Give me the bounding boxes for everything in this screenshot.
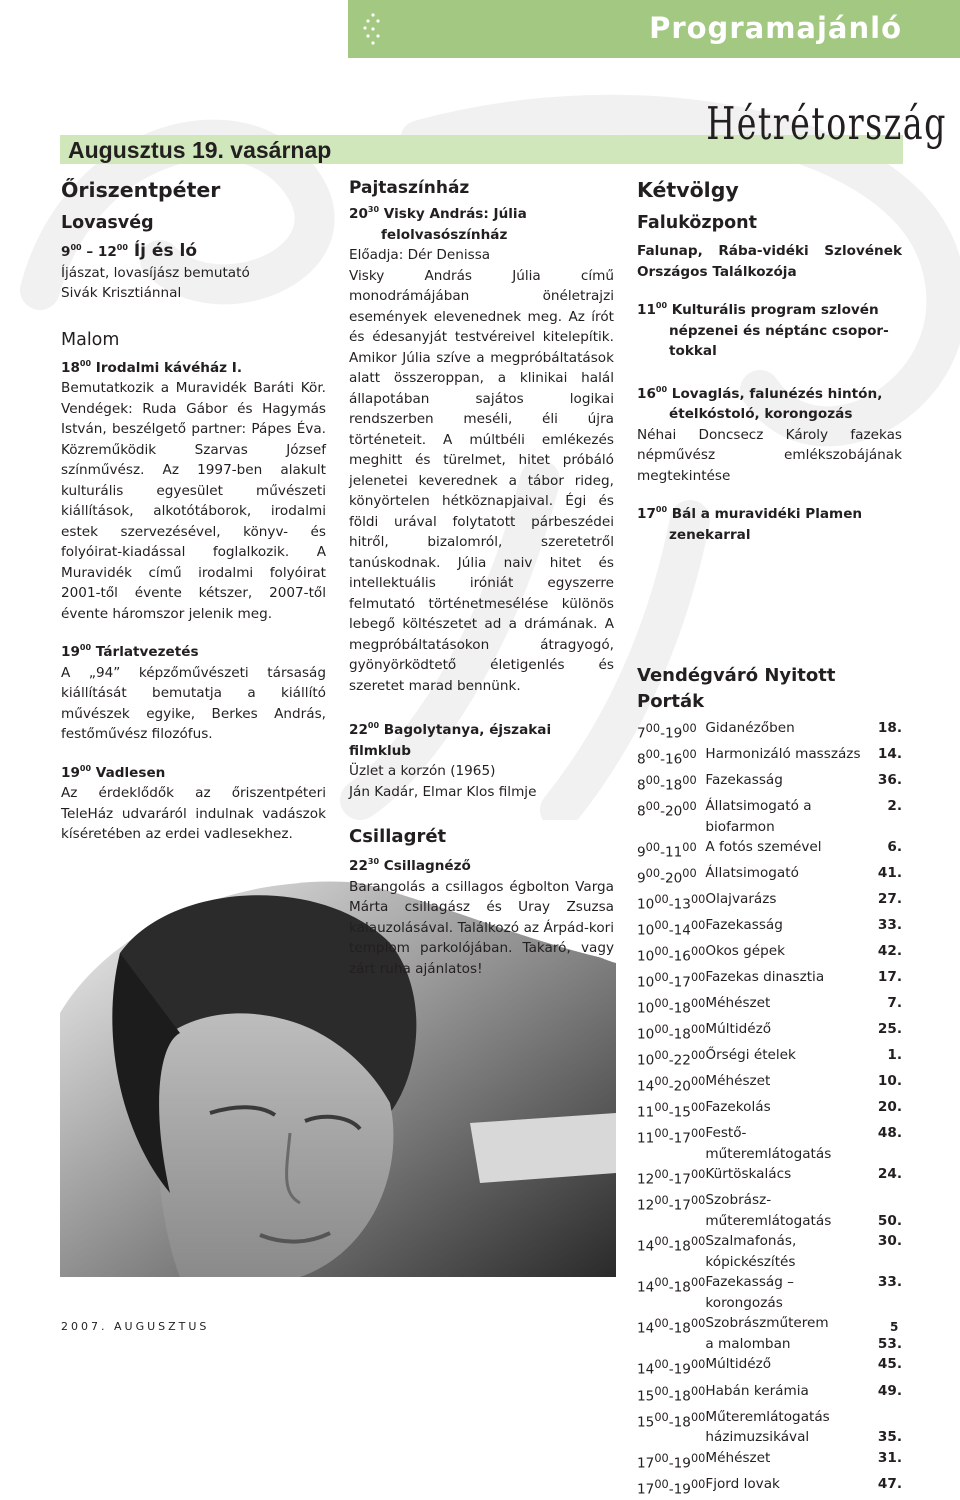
magazine-title: Hétrétország bbox=[706, 97, 947, 150]
schedule-gate-number: 10. bbox=[877, 1073, 902, 1090]
location-heading: Őriszentpéter bbox=[61, 178, 221, 202]
schedule-time: $8^{00}-16^{00}$ bbox=[637, 747, 697, 768]
schedule-row bbox=[637, 1313, 902, 1354]
schedule-gate-number: 6. bbox=[887, 839, 902, 856]
schedule-time: $8^{00}-18^{00}$ bbox=[637, 773, 697, 794]
schedule-time: $10^{00}-18^{00}$ bbox=[637, 1022, 706, 1043]
footer-issue: 2007. AUGUSZTUS bbox=[61, 1320, 210, 1333]
schedule-row bbox=[637, 889, 902, 915]
event-description: Visky András Júlia című monodrámájában önéletrajzi események elevenednek meg. Az írót és édesanyját testvéreivel kitelepítik. Amikor Júlia szíve a megpróbáltatások alatt összeroppan, a klinikai halál állapotában sajátos logikai rendszerben meséli, éli újra történeteit. A múltbéli emlékezés meghitt és türelmet, hitet próbáló jelenetei keverednek a tábor rideg, könyörtelen hétköznapjaival. Égi és földi urával folytatott párbeszédei hitről, bizalomról, szeretetről tanúskodnak. Júlia naiv hitet és intellektuális iróniát egyszerre felmutató történetmesélése különös lebegő költészetet ad a drámának. A megpróbáltatásokon átragyogó, gyönyörködtető életigenlés és szeretet marad bennünk. bbox=[349, 267, 614, 694]
event-description: Íjászat, lovasíjász bemutató bbox=[61, 264, 250, 281]
schedule-row bbox=[637, 915, 902, 941]
schedule-program: Fazekolás bbox=[705, 1099, 771, 1116]
schedule-gate-number: 1. bbox=[887, 1047, 902, 1064]
schedule-row bbox=[637, 744, 902, 770]
schedule-program: Szobrászműterem a malomban bbox=[705, 1315, 829, 1352]
venue-heading: Pajtaszínház bbox=[349, 178, 470, 198]
schedule-time: $15^{00}-18^{00}$ bbox=[637, 1383, 706, 1405]
schedule-time: $17^{00}-19^{00}$ bbox=[637, 1476, 706, 1498]
schedule-gate-number: 30. bbox=[877, 1233, 902, 1250]
schedule-program: Festő-műteremlátogatás bbox=[705, 1125, 832, 1162]
schedule-program: Őrségi ételek bbox=[705, 1047, 796, 1064]
page-number: 5 bbox=[890, 1320, 899, 1334]
schedule-program: Fazekasság bbox=[705, 917, 783, 934]
schedule-program: Fjord lovak bbox=[705, 1475, 780, 1492]
schedule-gate-number: 2. bbox=[887, 798, 902, 815]
schedule-row bbox=[637, 1474, 902, 1500]
column-programs bbox=[349, 176, 614, 979]
schedule-program: Olajvarázs bbox=[705, 891, 777, 908]
event-description: Néhai Doncsecz Károly fazekas népművész emlékszobájának megtekintése bbox=[637, 426, 902, 484]
schedule-gate-number: 45. bbox=[877, 1356, 902, 1373]
schedule-gate-number: 50. bbox=[877, 1212, 902, 1229]
event-title: $19^{00}$ Vadlesen bbox=[61, 763, 166, 781]
schedule-row bbox=[637, 1097, 902, 1123]
event-title-continued: zenekarral bbox=[669, 526, 751, 543]
schedule-program: Szobrász- műteremlátogatás bbox=[705, 1192, 832, 1229]
schedule-time: $11^{00}-15^{00}$ bbox=[637, 1100, 706, 1121]
schedule-time: $10^{00}-16^{00}$ bbox=[637, 944, 706, 965]
venue-heading: Lovasvég bbox=[61, 213, 154, 233]
schedule-time: $9^{00}-20^{00}$ bbox=[637, 866, 697, 887]
schedule-program: Okos gépek bbox=[705, 943, 786, 960]
schedule-row bbox=[637, 1407, 902, 1448]
schedule-gate-number: 33. bbox=[877, 1274, 902, 1291]
event-title-continued: népzenei és néptánc csopor- bbox=[669, 322, 889, 339]
schedule-gate-number: 36. bbox=[877, 772, 902, 789]
schedule-row bbox=[637, 770, 902, 796]
schedule-time: $10^{00}-14^{00}$ bbox=[637, 918, 706, 939]
event-description: Bemutatkozik a Muravidék Baráti Kör. Vendégek: Ruda Gábor és Hagymás István, beszélgető partner: Pápes Éva. Közreműködik Szarvas József színművész. Az 1997-ben alakult kulturális egyesület művészeti kiállítások, alkotótáborok, irodalmi estek szervezésével, könyv- és folyóirat-kiadással foglalkozik. A Muravidék című irodalmi folyóirat 2001-től évente kétszer, 2007-től évente háromszor jelenik meg. bbox=[61, 380, 326, 622]
schedule-gate-number: 53. bbox=[877, 1335, 902, 1352]
event-title-continued: ételkóstoló, korongozás bbox=[669, 406, 853, 422]
schedule-gate-number: 27. bbox=[877, 891, 902, 908]
schedule-time: $10^{00}-18^{00}$ bbox=[637, 996, 706, 1017]
event-title: $9^{00} - 12^{00}$ Íj és ló bbox=[61, 241, 197, 261]
schedule-time: $14^{00}-20^{00}$ bbox=[637, 1074, 706, 1095]
schedule-time: $15^{00}-18^{00}$ bbox=[637, 1409, 706, 1431]
schedule-row bbox=[637, 837, 902, 863]
schedule-gate-number: 24. bbox=[877, 1166, 902, 1183]
schedule-time: $14^{00}-18^{00}$ bbox=[637, 1316, 706, 1337]
schedule-program: Méhészet bbox=[705, 1449, 771, 1466]
schedule-time: $14^{00}-18^{00}$ bbox=[637, 1234, 706, 1255]
schedule-row bbox=[637, 1071, 902, 1097]
schedule-row bbox=[637, 1164, 902, 1190]
event-title: $22^{00}$ Bagolytanya, éjszakai filmklub bbox=[349, 721, 552, 759]
schedule-time: $17^{00}-19^{00}$ bbox=[637, 1450, 706, 1472]
schedule-gate-number: 14. bbox=[877, 746, 902, 763]
film-title: Üzlet a korzón (1965) bbox=[349, 763, 496, 779]
event-title: $19^{00}$ Tárlatvezetés bbox=[61, 643, 199, 660]
schedule-time: $10^{00}-13^{00}$ bbox=[637, 892, 706, 913]
schedule-program: Múltidéző bbox=[705, 1021, 772, 1038]
section-title: Programajánló bbox=[649, 11, 902, 45]
schedule-row bbox=[637, 1045, 902, 1071]
event-title: $20^{30}$ Visky András: Júlia bbox=[349, 205, 527, 222]
schedule-time: $10^{00}-17^{00}$ bbox=[637, 970, 706, 991]
event-description: Barangolás a csillagos égbolton Varga Márta csillagász és Uray Zsuzsa kalauzolásával. Találkozó az Árpád-kori templom parkolójában. Takaró, vagy zárt ruha ajánlatos! bbox=[349, 878, 614, 977]
schedule-gate-number: 47. bbox=[877, 1475, 902, 1492]
schedule-program: Állatsimogató a biofarmon bbox=[705, 798, 812, 835]
schedule-program: Gidanézőben bbox=[705, 720, 795, 736]
schedule-time: $9^{00}-11^{00}$ bbox=[637, 840, 697, 861]
film-credits: Ján Kadár, Elmar Klos filmje bbox=[349, 783, 537, 800]
schedule-program: Műteremlátogatás házimuzsikával bbox=[705, 1408, 830, 1446]
event-title: $22^{30}$ Csillagnéző bbox=[349, 857, 471, 874]
schedule-program: Kürtöskalács bbox=[705, 1166, 792, 1183]
schedule-time: $14^{00}-18^{00}$ bbox=[637, 1275, 706, 1296]
event-title: $17^{00}$ Bál a muravidéki Plamen bbox=[637, 505, 863, 522]
schedule-row bbox=[637, 1272, 902, 1313]
venue-heading: Faluközpont bbox=[637, 213, 757, 233]
schedule-gate-number: 18. bbox=[877, 720, 902, 736]
schedule-row bbox=[637, 718, 902, 744]
schedule-row bbox=[637, 1448, 902, 1474]
schedule-gate-number: 20. bbox=[877, 1099, 902, 1116]
date-heading: Augusztus 19. vasárnap bbox=[68, 137, 332, 163]
schedule-time: $11^{00}-17^{00}$ bbox=[637, 1126, 706, 1147]
schedule-gate-number: 17. bbox=[877, 969, 902, 986]
schedule-row bbox=[637, 1354, 902, 1380]
schedule-row bbox=[637, 1231, 902, 1272]
schedule-gate-number: 49. bbox=[877, 1382, 902, 1399]
schedule-program: Méhészet bbox=[705, 995, 771, 1012]
schedule-row bbox=[637, 1190, 902, 1231]
event-title: $16^{00}$ Lovaglás, falunézés hintón, bbox=[637, 384, 883, 402]
schedule-program: Harmonizáló masszázs bbox=[705, 746, 861, 763]
schedule-row bbox=[637, 993, 902, 1019]
schedule-program: Múltidéző bbox=[705, 1356, 772, 1373]
event-description: A „94” képzőművészeti társaság kiállítását bemutatja a kiállító művészek egyike, Berkes András, festőművész filozófus. bbox=[61, 664, 326, 742]
schedule-gate-number: 33. bbox=[877, 917, 902, 934]
event-description: Az érdeklődők az őriszentpéteri TeleHáz udvaráról indulnak vadászok kíséretében az erdei vadlesekhez. bbox=[61, 785, 326, 842]
schedule-time: $7^{00}-19^{00}$ bbox=[637, 721, 697, 742]
schedule-row bbox=[637, 941, 902, 967]
schedule-program: Szalmafonás, kópickészítés bbox=[705, 1233, 797, 1270]
schedule-time: $8^{00}-20^{00}$ bbox=[637, 799, 697, 820]
schedule-row bbox=[637, 1019, 902, 1045]
schedule-gate-number: 42. bbox=[877, 943, 902, 960]
schedule-row bbox=[637, 796, 902, 837]
schedule-row bbox=[637, 863, 902, 889]
venue-heading: Csillagrét bbox=[349, 826, 447, 847]
schedule-row bbox=[637, 1123, 902, 1164]
event-title-continued: felolvasószínház bbox=[381, 226, 508, 243]
dots-ornament-icon bbox=[362, 12, 384, 46]
event-title: $18^{00}$ Irodalmi kávéház I. bbox=[61, 358, 243, 376]
schedule-program: A fotós szemével bbox=[705, 839, 822, 856]
event-title: $11^{00}$ Kulturális program szlovén bbox=[637, 301, 879, 318]
schedule-row bbox=[637, 1381, 902, 1407]
schedule-program: Habán kerámia bbox=[705, 1382, 809, 1399]
event-title-continued: tokkal bbox=[669, 343, 717, 359]
event-intro: Falunap, Rába-vidéki Szlovének Országos Találkozója bbox=[637, 243, 902, 280]
schedule-time: $12^{00}-17^{00}$ bbox=[637, 1167, 706, 1188]
schedule-time: $14^{00}-19^{00}$ bbox=[637, 1357, 706, 1378]
schedule-time: $12^{00}-17^{00}$ bbox=[637, 1193, 706, 1214]
schedule-program: Állatsimogató bbox=[705, 865, 799, 882]
schedule-gate-number: 31. bbox=[877, 1449, 902, 1466]
schedule-program: Fazekasság – korongozás bbox=[705, 1274, 794, 1311]
schedule-gate-number: 35. bbox=[877, 1429, 902, 1446]
schedule-gate-number: 41. bbox=[877, 865, 902, 882]
schedule-heading: Vendégváró Nyitott Porták bbox=[637, 665, 836, 712]
open-gates-schedule bbox=[637, 718, 902, 1500]
schedule-program: Méhészet bbox=[705, 1073, 771, 1090]
venue-heading: Malom bbox=[61, 329, 120, 350]
column-oriszentpeter bbox=[61, 176, 326, 845]
location-heading: Kétvölgy bbox=[637, 178, 739, 202]
schedule-gate-number: 48. bbox=[877, 1125, 902, 1142]
schedule-program: Fazekas dinasztia bbox=[705, 969, 825, 986]
schedule-gate-number: 7. bbox=[887, 995, 902, 1012]
schedule-gate-number: 25. bbox=[877, 1021, 902, 1038]
schedule-program: Fazekasság bbox=[705, 772, 783, 789]
event-presenter: Előadja: Dér Denissa bbox=[349, 247, 491, 263]
event-description: Sivák Krisztiánnal bbox=[61, 285, 182, 301]
column-ketvolgy bbox=[637, 176, 902, 1500]
schedule-time: $10^{00}-22^{00}$ bbox=[637, 1048, 706, 1069]
schedule-row bbox=[637, 967, 902, 993]
